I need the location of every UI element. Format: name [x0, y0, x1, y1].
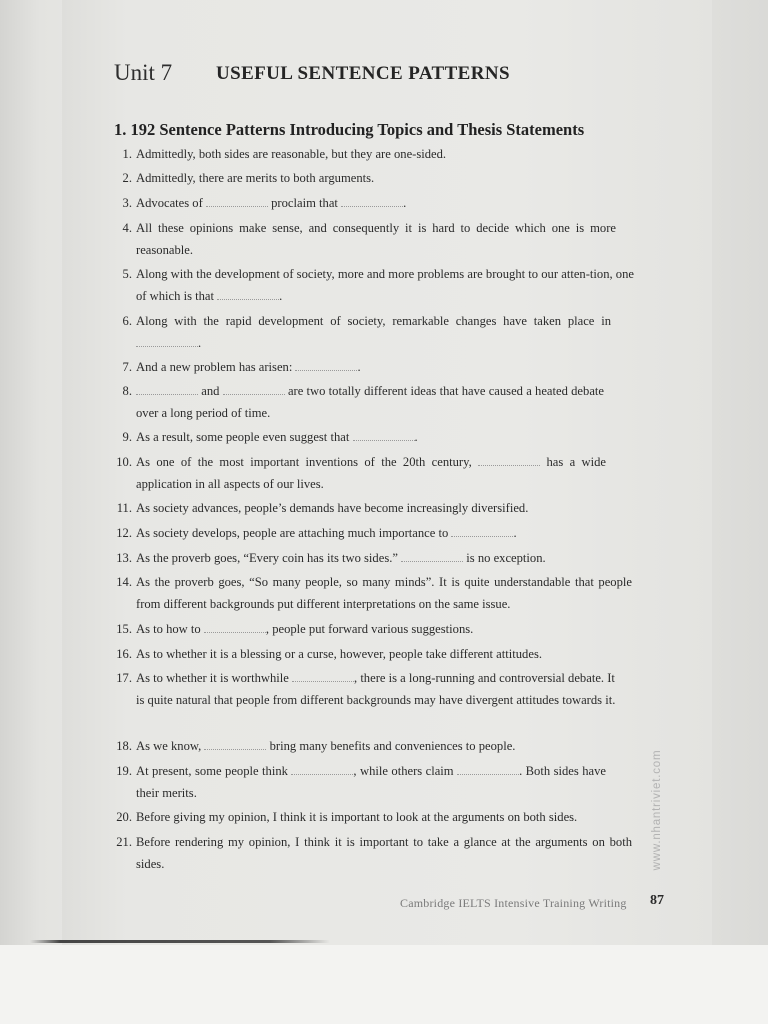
item-number: 2. [122, 171, 132, 185]
sentence-item [100, 668, 640, 711]
scanner-bed [0, 945, 768, 1024]
item-number: 13. [116, 551, 132, 565]
item-number: 1. [122, 147, 132, 161]
unit-title: USEFUL SENTENCE PATTERNS [216, 63, 510, 84]
item-text: All these opinions make sense, and consequently it is hard to decide which one is more reasonable. [136, 221, 616, 257]
unit-label: Unit 7 [114, 60, 173, 85]
item-text: Along with the rapid development of society, remarkable changes have taken place in [136, 314, 611, 328]
item-text: At present, some people think [136, 764, 288, 778]
item-number: 14. [116, 575, 132, 589]
fill-blank [206, 196, 268, 207]
fill-blank [136, 384, 198, 395]
sentence-item [100, 761, 640, 804]
item-number: 20. [116, 810, 132, 824]
fill-blank [295, 360, 357, 371]
sentence-item [100, 619, 640, 641]
item-text: Advocates of [136, 196, 203, 210]
item-number: 4. [122, 221, 132, 235]
item-text: As the proverb goes, “Every coin has its two sides.” [136, 551, 398, 565]
item-number: 5. [122, 267, 132, 281]
sentence-item [100, 452, 640, 495]
item-text: As to how to [136, 622, 201, 636]
item-number: 15. [116, 622, 132, 636]
sentence-item [100, 832, 640, 875]
item-text: Before rendering my opinion, I think it is important to take a glance at the arguments on both sides. [136, 835, 632, 871]
item-text: . Both sides have their merits. [136, 764, 606, 800]
fill-blank [204, 739, 266, 750]
sentence-item [100, 381, 640, 424]
item-number: 10. [116, 455, 132, 469]
fill-blank [136, 336, 198, 347]
sentence-item [100, 264, 640, 307]
item-text: , while others claim [353, 764, 454, 778]
page-edge-line [30, 940, 330, 943]
running-footer: Cambridge IELTS Intensive Training Writing [400, 896, 627, 910]
sentence-item [100, 807, 640, 829]
item-number: 12. [116, 526, 132, 540]
fill-blank [451, 526, 513, 537]
item-text: . [357, 360, 361, 374]
sentence-item [100, 168, 640, 190]
item-text: , there is a long-running and controversial debate. It is quite natural that people from different backgrounds may have divergent attitudes towards it. [136, 671, 616, 707]
sentence-item [100, 572, 640, 615]
item-text: As we know, [136, 739, 202, 753]
item-text: . [414, 430, 418, 444]
sentence-item [100, 193, 640, 215]
item-number: 7. [122, 360, 132, 374]
item-text: Admittedly, there are merits to both arguments. [136, 171, 375, 185]
item-text: are two totally different ideas that have caused a heated debate over a long period of time. [136, 384, 605, 420]
item-text: . [513, 526, 517, 540]
section-heading: 1. 192 Sentence Patterns Introducing Topics and Thesis Statements [114, 120, 585, 139]
item-text: is no exception. [466, 551, 546, 565]
sentence-item [100, 218, 640, 261]
fill-blank [217, 289, 279, 300]
sentence-item [100, 144, 640, 166]
fill-blank [292, 671, 354, 682]
item-number: 9. [122, 430, 132, 444]
item-number: 16. [116, 647, 132, 661]
item-text: As society advances, people’s demands have become increasingly diversified. [136, 501, 529, 515]
sentence-item [100, 523, 640, 545]
item-number: 11. [116, 501, 132, 515]
sentence-item [100, 644, 640, 666]
fill-blank [401, 551, 463, 562]
item-number: 19. [116, 764, 132, 778]
item-text: . [198, 335, 202, 350]
item-number: 21. [116, 835, 132, 849]
item-text: , people put forward various suggestions. [265, 622, 474, 636]
item-text: As a result, some people even suggest that [136, 430, 350, 444]
item-text: has a wide application in all aspects of our lives. [136, 455, 606, 491]
sentence-item [100, 311, 640, 354]
fill-blank [291, 764, 353, 775]
item-number: 6. [122, 314, 132, 328]
item-text: Before giving my opinion, I think it is important to look at the arguments on both sides. [136, 810, 578, 824]
item-text: As to whether it is a blessing or a curse, however, people take different attitudes. [136, 647, 542, 661]
watermark-text: www.nhantriviet.com [651, 749, 663, 871]
item-text: . [279, 288, 283, 303]
item-number: 8. [122, 384, 132, 398]
item-text: Admittedly, both sides are reasonable, but they are one-sided. [136, 147, 447, 161]
fill-blank [478, 455, 540, 466]
sentence-item [100, 736, 640, 758]
item-text: Along with the development of society, more and more problems are brought to our atten-tion, one of which is that [136, 267, 634, 303]
item-number: 3. [122, 196, 132, 210]
fill-blank [341, 196, 403, 207]
sentence-item [100, 357, 640, 379]
fill-blank [204, 622, 266, 633]
item-text: As one of the most important inventions of the 20th century, [136, 455, 472, 469]
sentence-item [100, 498, 640, 520]
fill-blank [457, 764, 519, 775]
fill-blank [223, 384, 285, 395]
sentence-item [100, 548, 640, 570]
item-text: . [403, 196, 407, 210]
item-text: And a new problem has arisen: [136, 360, 293, 374]
publisher-watermark [646, 745, 668, 875]
item-number: 17. [116, 671, 132, 685]
item-text: As the proverb goes, “So many people, so many minds”. It is quite understandable that people from different backgrounds put different interpretations on the same issue. [136, 575, 632, 611]
item-text: As society develops, people are attaching much importance to [136, 526, 449, 540]
item-text: and [201, 384, 220, 398]
sentence-item [100, 427, 640, 449]
item-text: As to whether it is worthwhile [136, 671, 289, 685]
fill-blank [353, 430, 415, 441]
item-text: bring many benefits and conveniences to people. [269, 739, 516, 753]
item-number: 18. [116, 739, 132, 753]
item-text: proclaim that [271, 196, 338, 210]
page-number: 87 [650, 893, 664, 908]
